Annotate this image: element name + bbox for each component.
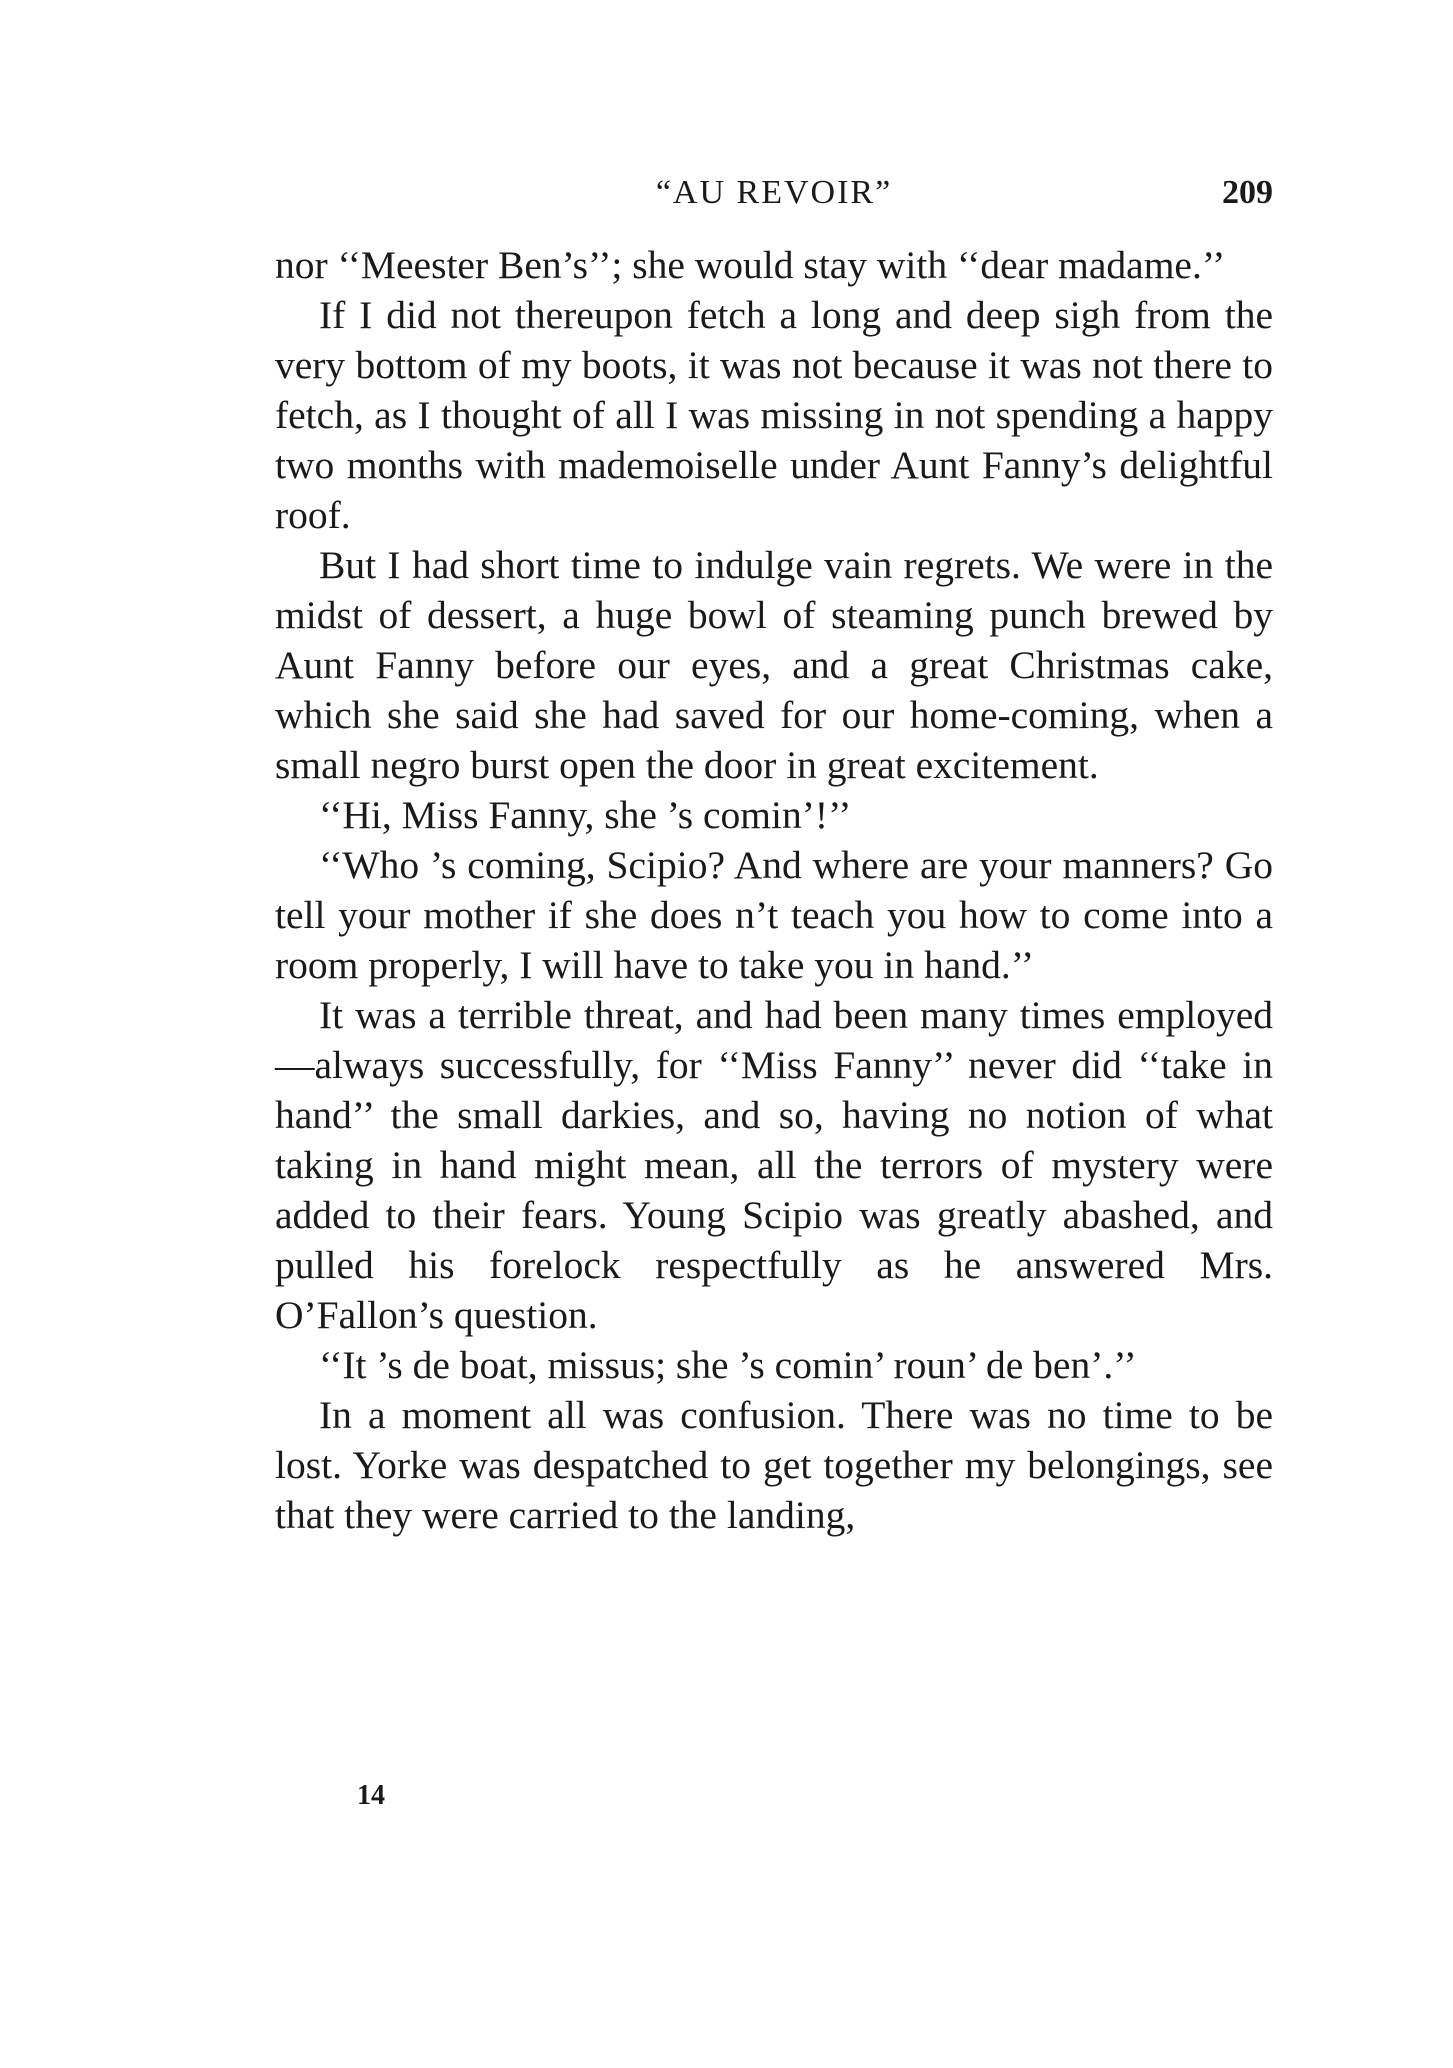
paragraph-6: It was a terrible threat, and had been many times employed—always successfully, for ‘‘Miss Fanny’’ never did ‘‘take in hand’’ the small darkies, and so, having no notion of what taking in hand might mean, all the terrors of mystery were added to their fears. Young Scipio was greatly abashed, and pulled his forelock respectfully as he answered Mrs. O’Fallon’s question.	[275, 993, 1273, 1337]
paragraph-8: In a moment all was confusion. There was no time to be lost. Yorke was despatched to get together my belongings, see that they were carried to the landing,	[275, 1393, 1273, 1537]
paragraph-2: If I did not thereupon fetch a long and deep sigh from the very bottom of my boots, it was not because it was not there to fetch, as I thought of all I was missing in not spending a happy two months with mademoiselle under Aunt Fanny’s delightful roof.	[275, 293, 1273, 537]
body-text	[275, 240, 1273, 1540]
page-header	[275, 168, 1273, 218]
paragraph-3: But I had short time to indulge vain regrets. We were in the midst of dessert, a huge bowl of steaming punch brewed by Aunt Fanny before our eyes, and a great Christmas cake, which she said she had saved for our home-coming, when a small negro burst open the door in great excitement.	[275, 543, 1273, 787]
paragraph-5: ‘‘Who ’s coming, Scipio? And where are your manners? Go tell your mother if she does n’t teach you how to come into a room properly, I will have to take you in hand.’’	[275, 843, 1273, 987]
paragraph-7: ‘‘It ’s de boat, missus; she ’s comin’ roun’ de ben’.’’	[319, 1343, 1137, 1387]
running-head: “AU REVOIR”	[655, 174, 893, 211]
paragraph-4: ‘‘Hi, Miss Fanny, she ’s comin’!’’	[319, 793, 852, 837]
page-number: 209	[1222, 174, 1273, 211]
paragraph-1: nor ‘‘Meester Ben’s’’; she would stay with ‘‘dear madame.’’	[275, 243, 1226, 287]
signature-mark: 14	[357, 1780, 385, 1811]
